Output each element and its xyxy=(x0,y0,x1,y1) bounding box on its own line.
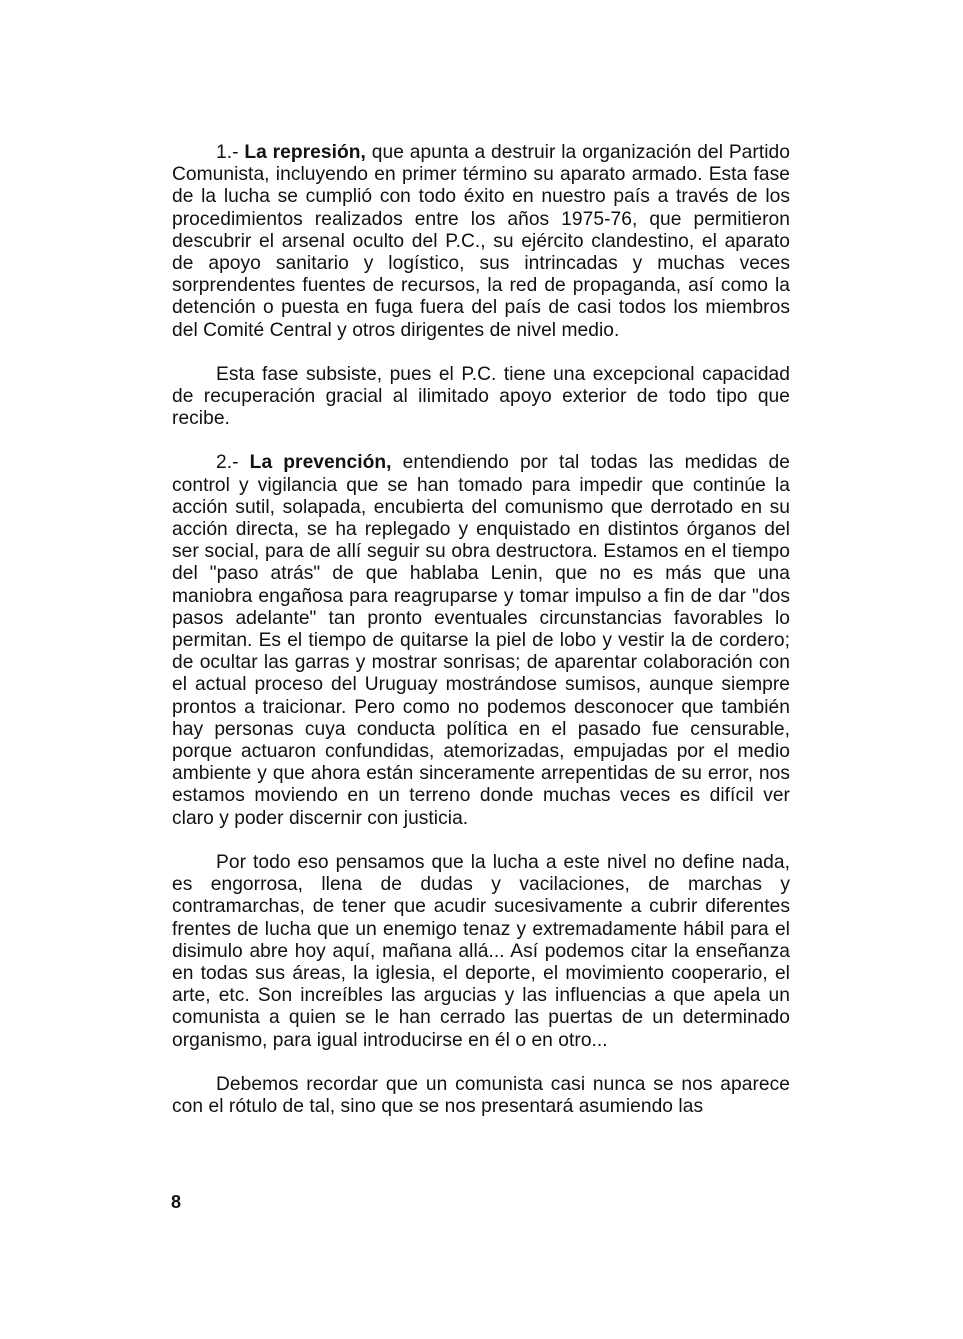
paragraph-prevention xyxy=(172,452,790,829)
paragraph-repression xyxy=(172,142,790,342)
section-number: 1.- xyxy=(216,142,239,163)
paragraph-recovery xyxy=(172,364,790,431)
paragraph-text: Por todo eso pensamos que la lucha a este nivel no define nada, es engorrosa, llena de dudas y vacilaciones, de marchas y contramarchas, de tener que acudir sucesivamente a cubrir diferentes frentes de lucha que un enemigo tenaz y extremadamente hábil para el disimulo abre hoy aquí, mañana allá... Así podemos citar la enseñanza en todas sus áreas, la iglesia, el deporte, el movimiento cooperario, el arte, etc. Son increíbles las argucias y las influencias a que apela un comunista a quien se le han cerrado las puertas de un determinado organismo, para igual introducirse en él o en otro... xyxy=(172,851,790,1051)
paragraph-struggle-level xyxy=(172,852,790,1052)
paragraph-communist-label xyxy=(172,1074,790,1118)
section-heading: La represión, xyxy=(244,142,366,163)
paragraph-text: entendiendo por tal todas las medidas de control y vigilancia que se han tomado para impedir que continúe la acción sutil, solapada, encubierta del comunismo que derrotado en su acción directa, se ha replegado y enquistado en distintos órganos del ser social, para de allí seguir su obra destructora. Estamos en el tiempo del "paso atrás" de que hablaba Lenin, que no es más que una maniobra engañosa para reagruparse y tomar impulso a fin de dar "dos pasos adelante" tan pronto eventuales circunstancias favorables lo permitan. Es el tiempo de quitarse la piel de lobo y vestir la de cordero; de ocultar las garras y mostrar sonrisas; de aparentar colaboración con el actual proceso del Uruguay mostrándose sumisos, aunque siempre prontos a traicionar. Pero como no podemos desconocer que también hay personas cuya conducta política en el pasado fue censurable, porque actuaron confundidas, atemorizadas, empujadas por el medio ambiente y que ahora están sinceramente arrepentidas de su error, nos estamos moviendo en un terreno donde muchas veces es difícil ver claro y poder discernir con justicia. xyxy=(172,452,791,829)
section-number: 2.- xyxy=(216,452,239,474)
paragraph-text: Esta fase subsiste, pues el P.C. tiene una excepcional capacidad de recuperación gracial al ilimitado apoyo exterior de todo tipo que recibe. xyxy=(172,363,790,430)
paragraph-text: que apunta a destruir la organización del Partido Comunista, incluyendo en primer término su aparato armado. Esta fase de la lucha se cumplió con todo éxito en nuestro país a través de los procedimientos realizados entre los años 1975-76, que permitieron descubrir el arsenal oculto del P.C., su ejército clandestino, el aparato de apoyo sanitario y logístico, sus intrincadas y muchas veces sorprendentes fuentes de recursos, la red de propaganda, así como la detención o puesta en fuga fuera del país de casi todos los miembros del Comité Central y otros dirigentes de nivel medio. xyxy=(172,142,790,341)
section-heading: La prevención, xyxy=(249,452,392,474)
paragraph-text: Debemos recordar que un comunista casi nunca se nos aparece con el rótulo de tal, sino que se nos presentará asumiendo las xyxy=(172,1073,790,1117)
body-text xyxy=(172,142,790,1118)
page-number: 8 xyxy=(171,1192,182,1212)
